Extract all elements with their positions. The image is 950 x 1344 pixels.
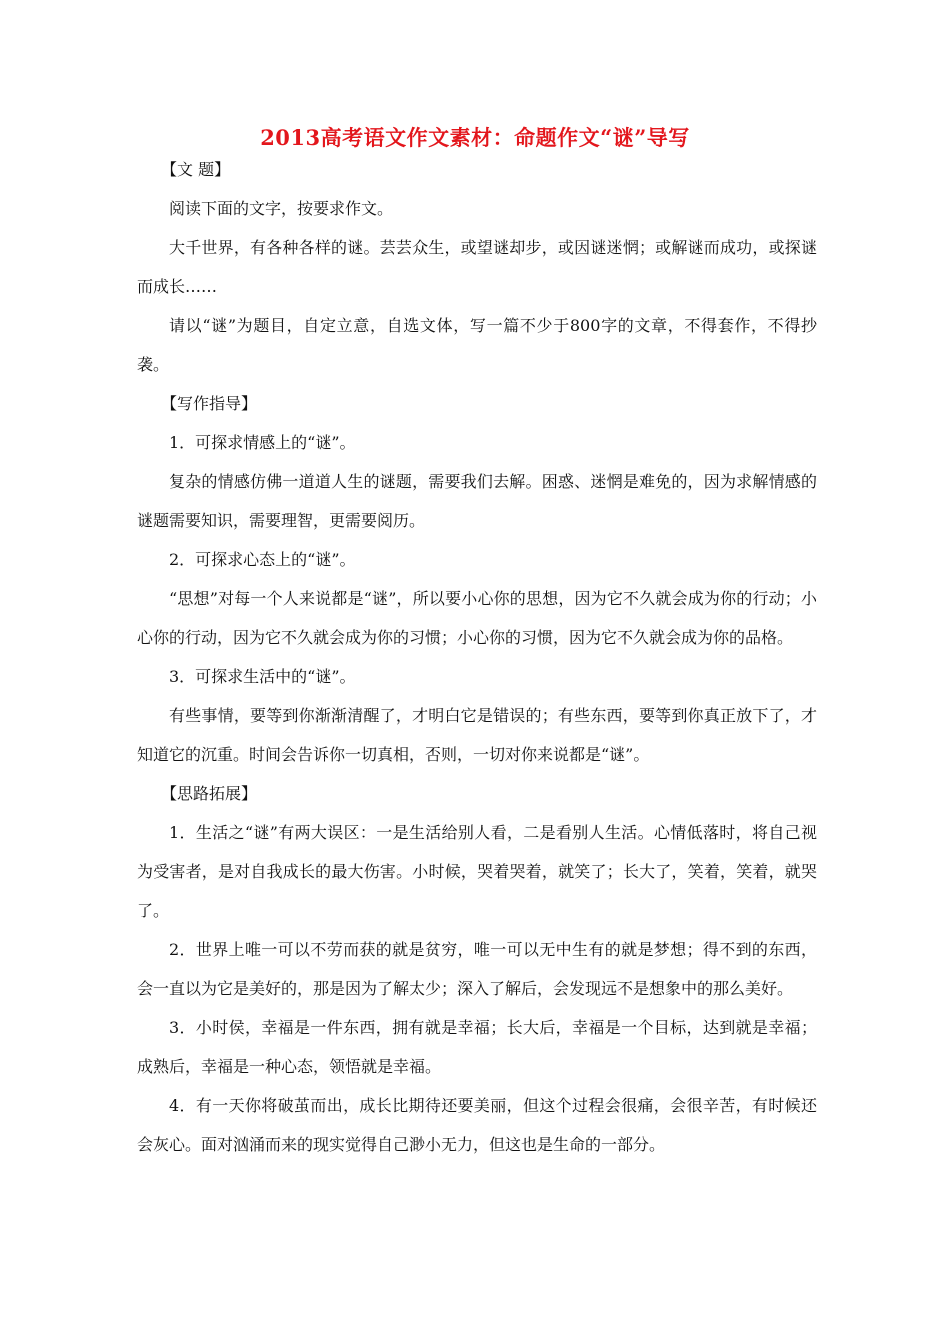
section-heading-expansion: 【思路拓展】	[161, 784, 258, 803]
paragraph: 请以“谜”为题目，自定立意，自选文体，写一篇不少于800字的文章，不得套作，不得抄袭。	[137, 316, 817, 374]
document-body	[137, 150, 817, 1164]
section-heading-topic: 【文 题】	[161, 160, 231, 179]
paragraph: 1．生活之“谜”有两大误区：一是生活给别人看，二是看别人生活。心情低落时，将自己视为受害者，是对自我成长的最大伤害。小时候，哭着哭着，就笑了；长大了，笑着，笑着，就哭了。	[137, 823, 817, 920]
paragraph: 有些事情，要等到你渐渐清醒了，才明白它是错误的；有些东西，要等到你真正放下了，才知道它的沉重。时间会告诉你一切真相，否则，一切对你来说都是“谜”。	[137, 706, 817, 764]
paragraph: 1．可探求情感上的“谜”。	[169, 433, 356, 452]
paragraph: 2．世界上唯一可以不劳而获的就是贫穷，唯一可以无中生有的就是梦想；得不到的东西，会一直以为它是美好的，那是因为了解太少；深入了解后，会发现远不是想象中的那么美好。	[137, 940, 817, 998]
paragraph: 3．可探求生活中的“谜”。	[169, 667, 356, 686]
section-heading-guidance: 【写作指导】	[161, 394, 258, 413]
paragraph: 2．可探求心态上的“谜”。	[169, 550, 356, 569]
paragraph: “思想”对每一个人来说都是“谜”，所以要小心你的思想，因为它不久就会成为你的行动；小心你的行动，因为它不久就会成为你的习惯；小心你的习惯，因为它不久就会成为你的品格。	[137, 589, 817, 647]
paragraph: 复杂的情感仿佛一道道人生的谜题，需要我们去解。困惑、迷惘是难免的，因为求解情感的谜题需要知识，需要理智，更需要阅历。	[137, 472, 817, 530]
paragraph: 大千世界，有各种各样的谜。芸芸众生，或望谜却步，或因谜迷惘；或解谜而成功，或探谜而成长……	[137, 238, 817, 296]
paragraph: 阅读下面的文字，按要求作文。	[169, 199, 394, 218]
paragraph: 3．小时侯，幸福是一件东西，拥有就是幸福；长大后，幸福是一个目标，达到就是幸福；成熟后，幸福是一种心态，领悟就是幸福。	[137, 1018, 817, 1076]
document-title: 2013高考语文作文素材：命题作文“谜”导写	[260, 125, 690, 150]
paragraph: 4．有一天你将破茧而出，成长比期待还要美丽，但这个过程会很痛，会很辛苦，有时候还会灰心。面对汹涌而来的现实觉得自己渺小无力，但这也是生命的一部分。	[137, 1096, 817, 1154]
